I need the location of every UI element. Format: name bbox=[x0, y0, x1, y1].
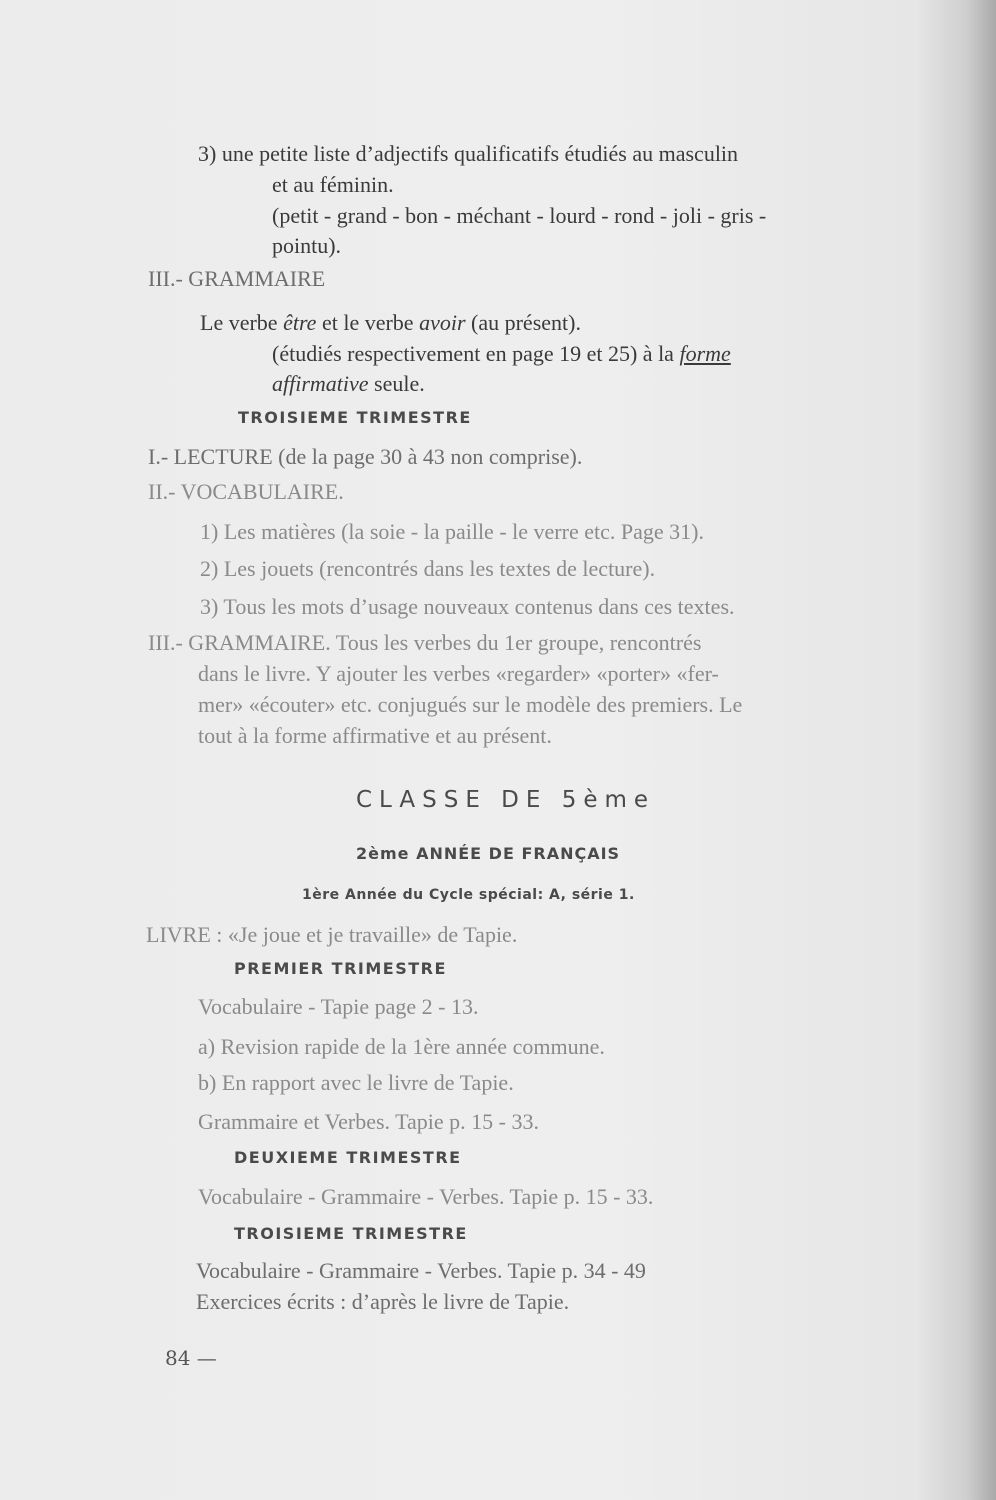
vocabulaire-heading: II.- VOCABULAIRE. bbox=[148, 479, 344, 504]
text: et le verbe bbox=[316, 310, 420, 335]
text-italic: avoir bbox=[419, 310, 466, 335]
grammaire-heading: III.- GRAMMAIRE bbox=[148, 266, 326, 291]
text: (au présent). bbox=[465, 310, 581, 335]
vocab-item-3: 3) Tous les mots d’usage nouveaux contenus dans ces textes. bbox=[200, 594, 735, 619]
t1-grammaire: Grammaire et Verbes. Tapie p. 15 - 33. bbox=[198, 1109, 539, 1134]
item3-line-3: (petit - grand - bon - méchant - lourd - rond - joli - gris - bbox=[272, 203, 767, 228]
grammaire2-line-1: III.- GRAMMAIRE. Tous les verbes du 1er groupe, rencontrés bbox=[148, 630, 702, 655]
classe-title: CLASSE DE 5ème bbox=[356, 787, 656, 813]
underlined-text: forme bbox=[679, 341, 731, 366]
text-italic bbox=[679, 341, 730, 366]
grammaire-line-2 bbox=[272, 341, 731, 367]
vocab-item-1: 1) Les matières (la soie - la paille - le verre etc. Page 31). bbox=[200, 519, 704, 544]
lecture-line: I.- LECTURE (de la page 30 à 43 non comprise). bbox=[148, 444, 583, 469]
grammaire2-line-2: dans le livre. Y ajouter les verbes «regarder» «porter» «fer- bbox=[198, 661, 719, 686]
item3-line-4: pointu). bbox=[272, 233, 342, 258]
grammaire2-line-3: mer» «écouter» etc. conjugués sur le modèle des premiers. Le bbox=[198, 692, 743, 717]
page-number: 84 — bbox=[165, 1346, 217, 1370]
cycle-line: 1ère Année du Cycle spécial: A, série 1. bbox=[302, 887, 635, 903]
t1-vocab: Vocabulaire - Tapie page 2 - 13. bbox=[198, 994, 479, 1019]
t3-line-2: Exercices écrits : d’après le livre de Tapie. bbox=[196, 1289, 570, 1314]
t1-item-a: a) Revision rapide de la 1ère année commune. bbox=[198, 1034, 605, 1059]
troisieme-trimestre-heading: TROISIEME TRIMESTRE bbox=[234, 1224, 468, 1243]
t3-line-1: Vocabulaire - Grammaire - Verbes. Tapie p. 34 - 49 bbox=[196, 1258, 646, 1283]
deuxieme-trimestre-heading: DEUXIEME TRIMESTRE bbox=[234, 1148, 462, 1167]
item3-line-1: 3) une petite liste d’adjectifs qualificatifs étudiés au masculin bbox=[198, 141, 739, 166]
grammaire-line-1 bbox=[200, 310, 581, 336]
grammaire-line-3 bbox=[272, 371, 425, 397]
text: (étudiés respectivement en page 19 et 25) à la bbox=[272, 341, 680, 366]
classe-subtitle: 2ème ANNÉE DE FRANÇAIS bbox=[356, 844, 621, 863]
grammaire2-line-4: tout à la forme affirmative et au présent. bbox=[198, 723, 552, 748]
text: Le verbe bbox=[200, 310, 284, 335]
trimestre-heading: TROISIEME TRIMESTRE bbox=[238, 408, 472, 427]
text: seule. bbox=[368, 371, 425, 396]
text-italic: être bbox=[283, 310, 317, 335]
t2-line: Vocabulaire - Grammaire - Verbes. Tapie p. 15 - 33. bbox=[198, 1184, 654, 1209]
livre-line: LIVRE : «Je joue et je travaille» de Tapie. bbox=[146, 922, 518, 947]
text-italic: affirmative bbox=[272, 371, 369, 396]
premier-trimestre-heading: PREMIER TRIMESTRE bbox=[234, 959, 447, 978]
vocab-item-2: 2) Les jouets (rencontrés dans les textes de lecture). bbox=[200, 556, 656, 581]
item3-line-2: et au féminin. bbox=[272, 172, 394, 197]
t1-item-b: b) En rapport avec le livre de Tapie. bbox=[198, 1070, 514, 1095]
